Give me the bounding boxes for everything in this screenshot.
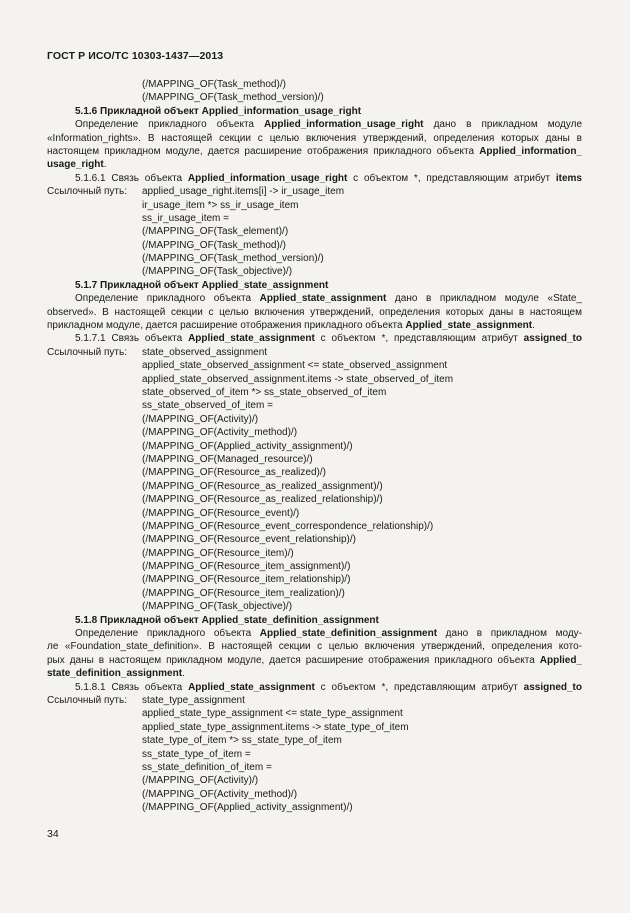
- mapping-line: (/MAPPING_OF(Activity)/): [142, 413, 259, 425]
- page-content: [47, 78, 582, 814]
- mapping-line: (/MAPPING_OF(Resource_as_realized)/): [142, 467, 326, 479]
- paragraph-line: прикладном модуле, дается расширение отображения прикладного объекта Applied_state_assignment.: [47, 320, 535, 332]
- section-heading-5-1-7: 5.1.7 Прикладной объект Applied_state_assignment: [75, 279, 329, 291]
- mapping-line: (/MAPPING_OF(Activity_method)/): [142, 788, 298, 800]
- mapping-line: ir_usage_item *> ss_ir_usage_item: [142, 199, 299, 211]
- mapping-line: ss_state_definition_of_item =: [142, 761, 272, 773]
- paragraph-line: настоящем прикладном модуле, дается расширение отображения прикладного объекта Applied_information_: [47, 145, 582, 157]
- reference-path-label: Ссылочный путь:: [47, 186, 127, 198]
- paragraph-line: Определение прикладного объекта Applied_state_assignment дано в прикладном модуле «State_: [75, 293, 582, 305]
- mapping-line: state_type_of_item *> ss_state_type_of_item: [142, 735, 342, 747]
- mapping-line: ss_state_observed_of_item =: [142, 400, 273, 412]
- paragraph-line: observed». В настоящей секции с целью включения утверждений, определения которых даны в настоящем: [47, 306, 582, 318]
- mapping-line: (/MAPPING_OF(Resource_item)/): [142, 547, 294, 559]
- mapping-line: (/MAPPING_OF(Applied_activity_assignment)/): [142, 802, 353, 814]
- reference-path-label: Ссылочный путь:: [47, 346, 127, 358]
- mapping-line: applied_state_observed_assignment <= state_observed_assignment: [142, 360, 448, 372]
- mapping-line: (/MAPPING_OF(Applied_activity_assignment)/): [142, 440, 353, 452]
- mapping-line: (/MAPPING_OF(Activity)/): [142, 775, 259, 787]
- mapping-line: (/MAPPING_OF(Resource_item_realization)/): [142, 587, 345, 599]
- page-header: ГОСТ Р ИСО/ТС 10303-1437—2013: [47, 50, 224, 62]
- mapping-line: ss_state_type_of_item =: [142, 748, 251, 760]
- mapping-line: applied_state_observed_assignment.items -> state_observed_of_item: [142, 373, 454, 385]
- reference-path-row: Ссылочный путь: applied_usage_right.items[i] -> ir_usage_item: [47, 186, 345, 198]
- paragraph-line: ле «Foundation_state_definition». В настоящей секции с целью включения утверждений, определения кото-: [47, 641, 582, 653]
- mapping-line: (/MAPPING_OF(Task_element)/): [142, 226, 289, 238]
- section-heading-5-1-8: 5.1.8 Прикладной объект Applied_state_definition_assignment: [75, 614, 379, 626]
- mapping-line: (/MAPPING_OF(Resource_as_realized_assignment)/): [142, 480, 383, 492]
- mapping-line: (/MAPPING_OF(Resource_event)/): [142, 507, 300, 519]
- paragraph-line: Определение прикладного объекта Applied_state_definition_assignment дано в прикладном моду-: [75, 628, 582, 640]
- section-heading-5-1-6: 5.1.6 Прикладной объект Applied_information_usage_right: [75, 105, 362, 117]
- reference-path-row: Ссылочный путь: state_observed_assignment: [47, 346, 268, 358]
- mapping-line: (/MAPPING_OF(Activity_method)/): [142, 427, 298, 439]
- mapping-line: (/MAPPING_OF(Task_method_version)/): [142, 253, 324, 265]
- subsection-5-1-6-1: 5.1.6.1 Связь объекта Applied_information_usage_right с объектом *, представляющим атрибут items: [75, 172, 582, 184]
- subsection-5-1-7-1: 5.1.7.1 Связь объекта Applied_state_assignment с объектом *, представляющим атрибут assigned_to: [75, 333, 582, 345]
- mapping-line: (/MAPPING_OF(Task_method)/): [142, 239, 286, 251]
- mapping-line: applied_state_type_assignment <= state_type_assignment: [142, 708, 403, 720]
- mapping-line: (/MAPPING_OF(Task_method)/): [142, 79, 286, 90]
- paragraph-line: Определение прикладного объекта Applied_information_usage_right дано в прикладном модуле: [75, 119, 582, 131]
- mapping-line: (/MAPPING_OF(Resource_item_relationship)/): [142, 574, 351, 586]
- mapping-line: (/MAPPING_OF(Resource_event_correspondence_relationship)/): [142, 520, 434, 532]
- mapping-line: (/MAPPING_OF(Resource_item_assignment)/): [142, 561, 351, 573]
- paragraph-line: state_definition_assignment.: [47, 668, 185, 680]
- mapping-line: (/MAPPING_OF(Task_objective)/): [142, 266, 293, 278]
- mapping-line: ss_ir_usage_item =: [142, 212, 229, 224]
- reference-path-row: Ссылочный путь: state_type_assignment: [47, 694, 245, 706]
- reference-path-label: Ссылочный путь:: [47, 694, 127, 706]
- mapping-line: (/MAPPING_OF(Task_method_version)/): [142, 92, 324, 104]
- subsection-5-1-8-1: 5.1.8.1 Связь объекта Applied_state_assignment с объектом *, представляющим атрибут assigned_to: [75, 681, 582, 693]
- mapping-line: (/MAPPING_OF(Resource_as_realized_relationship)/): [142, 494, 383, 506]
- mapping-line: (/MAPPING_OF(Task_objective)/): [142, 601, 293, 613]
- mapping-line: state_observed_of_item *> ss_state_observed_of_item: [142, 386, 387, 398]
- page-number: 34: [47, 828, 59, 840]
- paragraph-line: рых даны в настоящем прикладном модуле, дается расширение отображения прикладного объекта Applied_: [47, 654, 582, 666]
- paragraph-line: «Information_rights». В настоящей секции с целью включения утверждений, определения которых даны в: [47, 132, 582, 144]
- paragraph-line: usage_right.: [47, 159, 107, 171]
- mapping-line: applied_state_type_assignment.items -> state_type_of_item: [142, 721, 409, 733]
- mapping-line: (/MAPPING_OF(Managed_resource)/): [142, 453, 313, 465]
- mapping-line: (/MAPPING_OF(Resource_event_relationship)/): [142, 534, 356, 546]
